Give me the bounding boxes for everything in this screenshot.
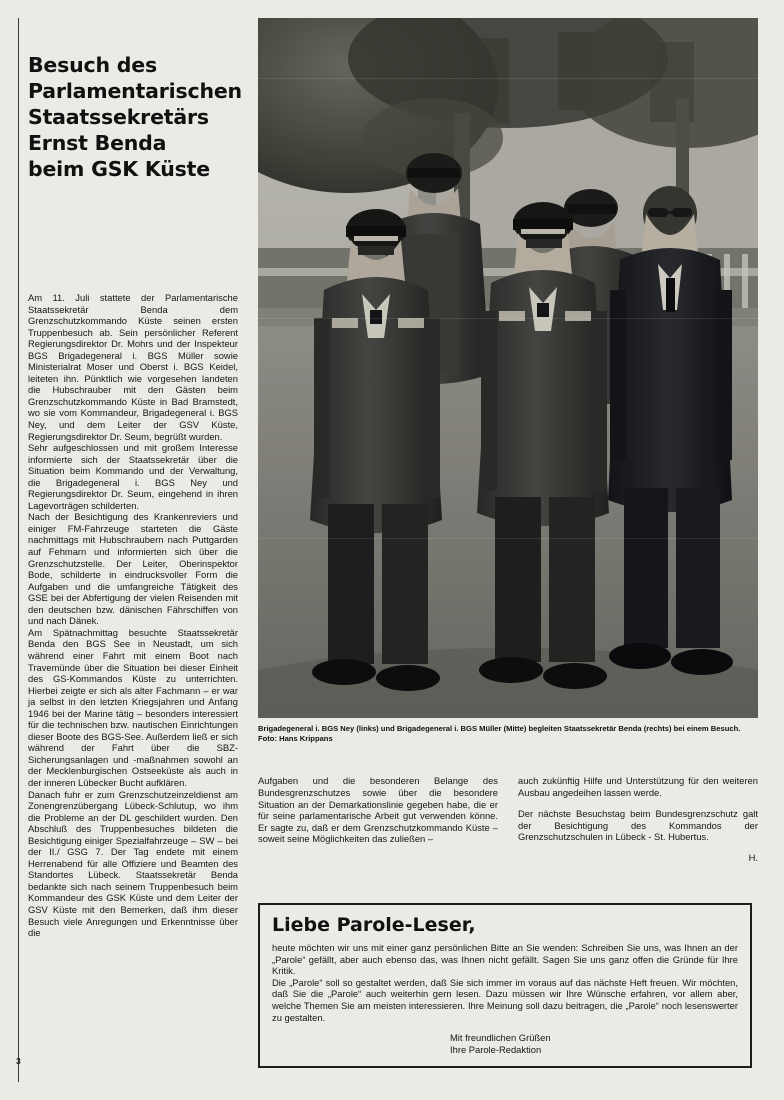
- article-signoff: H.: [748, 852, 758, 864]
- article-column-right: [518, 766, 758, 873]
- headline-line-1: Besuch des: [28, 53, 157, 77]
- appeal-body: [272, 942, 738, 1023]
- photo-caption: Brigadegeneral i. BGS Ney (links) und Brigadegeneral i. BGS Müller (Mitte) begleiten Staatssekretär Benda (rechts) bei einem Besuch. Foto: Hans Krippans: [258, 724, 741, 743]
- paragraph: Aufgaben und die besonderen Belange des Bundesgrenzschutzes sowie über die besondere Situation an der Demarkationslinie gegeben habe, die er für seine parlamentarische Arbeit gut verwenden könne. Er sagte zu, daß er dem Grenzschutzkommando Küste – soweit seine Möglichkeiten das zuließen –: [258, 775, 498, 845]
- reader-appeal-box: [258, 903, 752, 1068]
- paragraph: Am Spätnachmittag besuchte Staatssekretär Benda den BGS See in Neustadt, um sich während einer Fahrt mit einem Boot nach Travemünde über die Situation bei dieser Einheit des GS-Kommandos Küste zu unterrichten. Hierbei zeigte er sich als alter Fachmann – er war ja selbst in den letzten Kriegsjahren und Anfang 1946 bei der Marine tätig – besonders interessiert für die technischen bzw. nautischen Einrichtungen dieser Boote des BGS-See. Außerdem ließ er sich während der Fahrt über die SBZ-Sicherungsanlagen und -maßnahmen sowohl an der Mecklenburgischen Ostseeküste als auch in der inneren Lübecker Bucht aufklären.: [28, 626, 238, 788]
- appeal-signature: [450, 1032, 738, 1055]
- headline-line-5: beim GSK Küste: [28, 157, 210, 181]
- page-title: [28, 52, 240, 182]
- page-number: 3: [16, 1056, 21, 1066]
- paragraph: Sehr aufgeschlossen und mit großem Interesse informierte sich der Staatssekretär über die Situation beim Kommando und der Verwaltung, die Brigadegeneral i. BGS Ney und Regierungsdirektor Dr. Seum, eingehend in ihren Lagevorträgen schilderten.: [28, 442, 238, 511]
- paragraph: heute möchten wir uns mit einer ganz persönlichen Bitte an Sie wenden: Schreiben Sie uns, was Ihnen an der „Parole“ gefällt, aber auch ebenso das, was Ihnen nicht gefällt. Sagen Sie uns ganz offen die Gründe für Ihre Kritik.: [272, 942, 738, 977]
- paragraph: Am 11. Juli stattete der Parlamentarische Staatssekretär Benda dem Grenzschutzkommando Küste seinen ersten Truppenbesuch ab. Sein persönlicher Referent Regierungsdirektor Dr. Mohrs und der Inspekteur BGS Brigadegeneral i. BGS Müller sowie Ministerialrat Moser und Oberst i. BGS Keidel, leiteten ihn. Pünktlich wie vorgesehen landeten die Hubschrauber mit den Gästen beim Grenzschutzkommando Küste in Bad Bramstedt, wo sie vom Kommandeur, Brigadegeneral i. BGS Ney, und dem Leiter der GSV Küste, Regierungsdirektor Dr. Seum, begrüßt wurden.: [28, 292, 238, 442]
- paragraph: Die „Parole“ soll so gestaltet werden, daß Sie sich immer im voraus auf das nächste Heft freuen. Wir möchten, daß Sie die „Parole“ auch weiterhin gern lesen. Dazu müssen wir Ihre Wünsche erfahren, vor allem aber, welche Themen Sie am meisten interessieren. Ihre Meinung soll dazu beitragen, die „Parole“ noch lesenswerter zu gestalten.: [272, 976, 738, 1023]
- paragraph: Danach fuhr er zum Grenzschutzeinzeldienst am Zonengrenzübergang Lübeck-Schlutup, wo ihm die Probleme an der DL geschildert wurden. Den Abschluß des Truppenbesuches bildeten die Besichtigung einiger Spezialfahrzeuge – SW – bei der II./ GSG 7. Der Tag endete mit einem Herrenabend für alle Offiziere und Beamten des Standortes Lübeck. Staatssekretär Benda bedankte sich nach seinem Truppenbesuch beim Kommandeur des GSK Küste und dem Leiter der GSV Küste mit den Bemerken, daß ihm dieser Besuch viele Anregungen und Erkenntnisse über die: [28, 788, 238, 939]
- appeal-title: Liebe Parole-Leser,: [272, 914, 476, 936]
- paragraph: Nach der Besichtigung des Krankenreviers und einiger FM-Fahrzeuge starteten die Gäste nachmittags mit Hubschraubern nach Puttgarden auf Fehmarn und informierten sich über die Grenzschutzstelle. Der Leiter, Oberinspektor Bode, schilderte in eindrucksvoller Form die Aufgaben und die umfangreiche Tätigkeit des GSE bei der Abfertigung der vielen Reisenden mit den deutschen bzw. dänischen Fährschiffen von und nach Dänek.: [28, 511, 238, 627]
- headline-line-3: Staatssekretärs: [28, 105, 209, 129]
- paragraph: Der nächste Besuchstag beim Bundesgrenzschutz galt der Besichtigung des Kommandos der Grenzschutzschulen in Lübeck - St. Hubertus.: [518, 807, 758, 843]
- paragraph: auch zukünftig Hilfe und Unterstützung für den weiteren Ausbau angedeihen lassen werde.: [518, 775, 758, 798]
- photo-graphic: [258, 18, 758, 718]
- article-photograph: [258, 18, 758, 718]
- appeal-signature-line-1: Mit freundlichen Grüßen: [450, 1032, 551, 1044]
- headline-line-2: Parlamentarischen: [28, 79, 242, 103]
- headline-line-4: Ernst Benda: [28, 131, 167, 155]
- article-column-left: [28, 292, 238, 939]
- appeal-signature-line-2: Ihre Parole-Redaktion: [450, 1043, 542, 1055]
- article-column-middle: [258, 766, 498, 854]
- page-rule-divider: [18, 18, 19, 1082]
